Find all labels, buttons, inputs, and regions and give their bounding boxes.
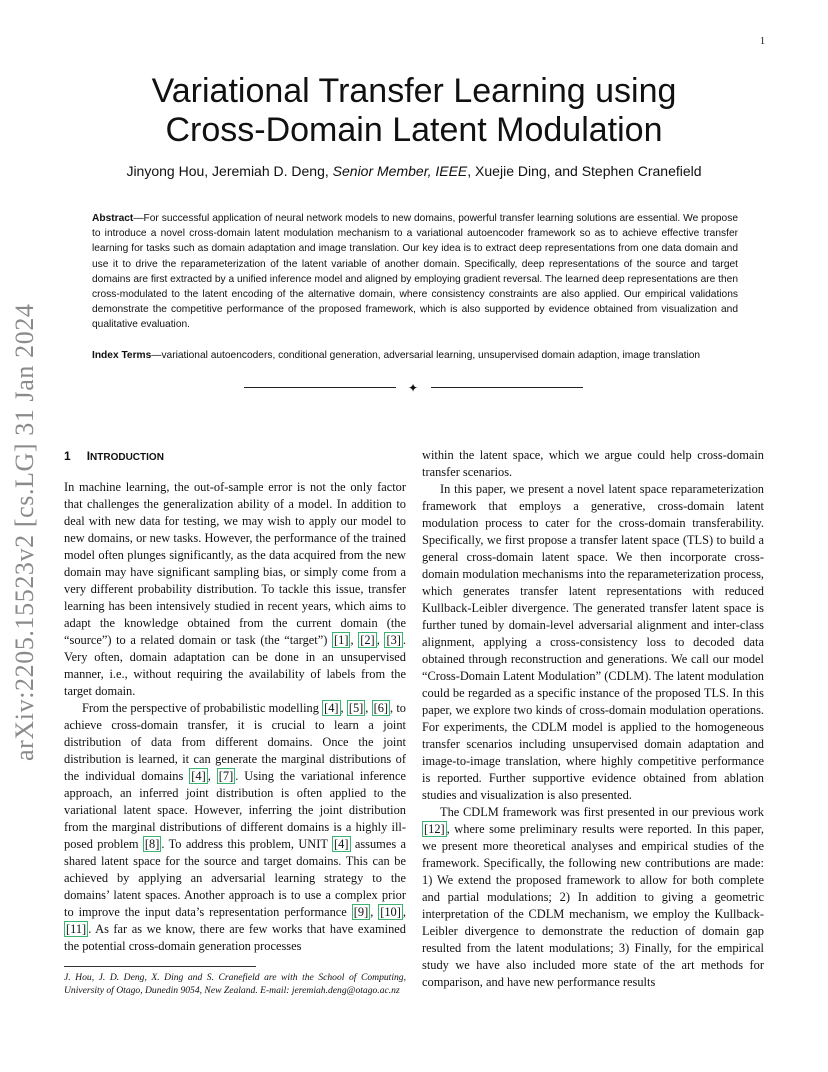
index-terms-label: Index Terms <box>92 350 152 361</box>
text-run: , <box>370 905 379 919</box>
section-heading <box>64 449 164 463</box>
index-terms <box>92 348 738 363</box>
separator-rule-right <box>431 387 583 388</box>
authors-part-2: , Xuejie Ding, and Stephen Cranefield <box>467 163 702 179</box>
right-paragraph-2: In this paper, we present a novel latent space reparameterization framework that employs a generative, cross-domain latent modulation process to cater for the cross-domain transferability. Specifically, we first propose a transfer latent space (TLS) to build a general cross-domain latent space. We then incorporate cross-domain modulation mechanisms into the reparameterization process, which generates transfer latent representations with reduced Kullback-Leibler divergence. The generated transfer latent space is further tuned by domain-level adversarial alignment and inter-class alignment, applying a cross-consistency loss to decoded data obtained through reconstruction and generations. We call our model “Cross-Domain Latent Modulation” (CDLM). The latent modulation could be regarded as a specific instance of the proposed TLS. In this paper, we explore two kinds of cross-domain modulation operations. For experiments, the CDLM model is applied to the homogeneous transfer scenarios including unsupervised domain adaptation and image-to-image translation, where highly competitive performance is reported. Further supportive evidence obtained from ablation studies and visualization is also presented. <box>422 482 764 802</box>
text-run: . To address this problem, UNIT <box>161 837 333 851</box>
index-terms-text: —variational autoencoders, conditional generation, adversarial learning, unsupervised domain adaption, image translation <box>151 350 701 361</box>
left-column <box>64 479 406 955</box>
title-line-1: Variational Transfer Learning using <box>151 72 677 110</box>
citation-link[interactable]: [4] <box>324 701 339 715</box>
right-paragraph-3 <box>422 804 764 991</box>
separator-rule-left <box>244 387 396 388</box>
footnote-rule <box>64 966 256 967</box>
author-role: Senior Member, IEEE <box>332 163 468 179</box>
paper-title <box>100 72 728 150</box>
abstract-label: Abstract <box>92 213 134 224</box>
citation-link[interactable]: [10] <box>380 905 401 919</box>
text-run: , <box>365 701 372 715</box>
citation-link[interactable]: [9] <box>353 905 369 919</box>
page-number: 1 <box>760 36 765 47</box>
affiliation-footnote: J. Hou, J. D. Deng, X. Ding and S. Cranefield are with the School of Computing, University of Otago, Dunedin 9054, New Zealand. E-mail: jeremiah.deng@otago.ac.nz <box>64 972 406 996</box>
text-run: , <box>207 769 217 783</box>
citation-link[interactable]: [8] <box>144 837 160 851</box>
citation-link[interactable]: [7] <box>218 769 234 783</box>
text-run: , <box>402 905 406 919</box>
text-run: , where some preliminary results were reported. In this paper, we present more theoretical analyses and empirical studies of the framework. Specifically, the following new contributions are made: 1) We extend the proposed framework to allow for both complete and partial modulations; 2) In addition to giving a geometric interpretation of the CDLM mechanism, we employ the Kullback-Leibler divergence to demonstrate the reduction of domain gap resulted from the latent modulations; 3) Finally, for the empirical study we have also included more state of the art methods for comparison, and have new performance results <box>422 822 764 989</box>
title-line-2: Cross-Domain Latent Modulation <box>165 111 663 149</box>
citation-link[interactable]: [6] <box>373 701 389 715</box>
text-run: , to achieve cross-domain transfer, it is crucial to learn a joint distribution of data from different domains. Once the joint distribution is learned, it can generate the marginal distributions of the individual domains <box>64 701 406 783</box>
left-paragraph-1 <box>64 479 406 700</box>
section-title-rest: NTRODUCTION <box>90 452 164 463</box>
citation-link[interactable]: [3] <box>386 633 401 647</box>
citation-link[interactable]: [1] <box>334 633 349 647</box>
citation-link[interactable]: [12] <box>424 822 445 836</box>
text-run: . As far as we know, there are few works that have examined the potential cross-domain generation processes <box>64 922 406 953</box>
text-run: . Using the variational inference approach, an inferred joint distribution is often applied to the variational latent space. However, inferring the joint distribution from the marginal distributions of different domains is a highly ill-posed problem <box>64 769 406 851</box>
text-run: The CDLM framework was first presented in our previous work <box>440 805 764 819</box>
text-run: . Very often, domain adaptation can be done in an unsupervised manner, i.e., without requiring the availability of labels from the target domain. <box>64 633 407 698</box>
citation-link[interactable]: [11] <box>66 922 87 936</box>
citation-link[interactable]: [4] <box>191 769 206 783</box>
text-run: , <box>350 633 359 647</box>
text-run: In machine learning, the out-of-sample error is not the only factor that challenges the generalization ability of a model. In addition to deal with new data for testing, we may wish to apply our model to new domains, or new tasks. However, the performance of the trained model often plunges significantly, as the data acquired from the new domain may have significant sampling bias, or simply come from a very different probability distribution. To tackle this issue, transfer learning has been intensively studied in recent years, which aims to adapt the knowledge obtained from the current domain (the “source”) to a related domain or task (the “target”) <box>64 480 406 647</box>
authors-part-1: Jinyong Hou, Jeremiah D. Deng, <box>126 163 333 179</box>
author-list <box>80 163 748 179</box>
section-number: 1 <box>64 449 71 463</box>
text-run: , <box>376 633 385 647</box>
arxiv-identifier-stamp: arXiv:2205.15523v2 [cs.LG] 31 Jan 2024 <box>10 303 39 761</box>
separator-diamond-icon: ✦ <box>408 381 419 395</box>
citation-link[interactable]: [2] <box>360 633 375 647</box>
abstract-text: —For successful application of neural network models to new domains, powerful transfer learning solutions are essential. We propose to introduce a novel cross-domain latent modulation mechanism to a variational autoencoder framework so as to achieve effective transfer learning for tasks such as domain adaptation and image translation. Our key idea is to extract deep representations from one data domain and use it to drive the reparameterization of the latent variable of another domain. Specifically, deep representations of the source and target domains are first extracted by a unified inference model and aligned by employing gradient reversal. The learned deep representations are then cross-modulated to the latent encoding of the alternative domain, where consistency constraints are also applied. Our empirical validations demonstrate the competitive performance of the proposed framework, which is also supported by evidence obtained from visualization and qualitative evaluation. <box>92 213 738 331</box>
right-paragraph-1: within the latent space, which we argue could help cross-domain transfer scenarios. <box>422 448 764 479</box>
abstract <box>92 211 738 333</box>
left-paragraph-2 <box>64 700 406 955</box>
text-run: From the perspective of probabilistic modelling <box>82 701 323 715</box>
text-run: assumes a shared latent space for the source and target domains. This can be achieved by applying an adversarial learning strategy to the domains’ latent spaces. Another approach is to use a complex prior to improve the input data’s representation performance <box>64 837 406 919</box>
right-column <box>422 447 764 991</box>
section-title-first-letter: I <box>86 449 91 463</box>
citation-link[interactable]: [5] <box>348 701 364 715</box>
text-run: , <box>340 701 347 715</box>
citation-link[interactable]: [4] <box>334 837 349 851</box>
